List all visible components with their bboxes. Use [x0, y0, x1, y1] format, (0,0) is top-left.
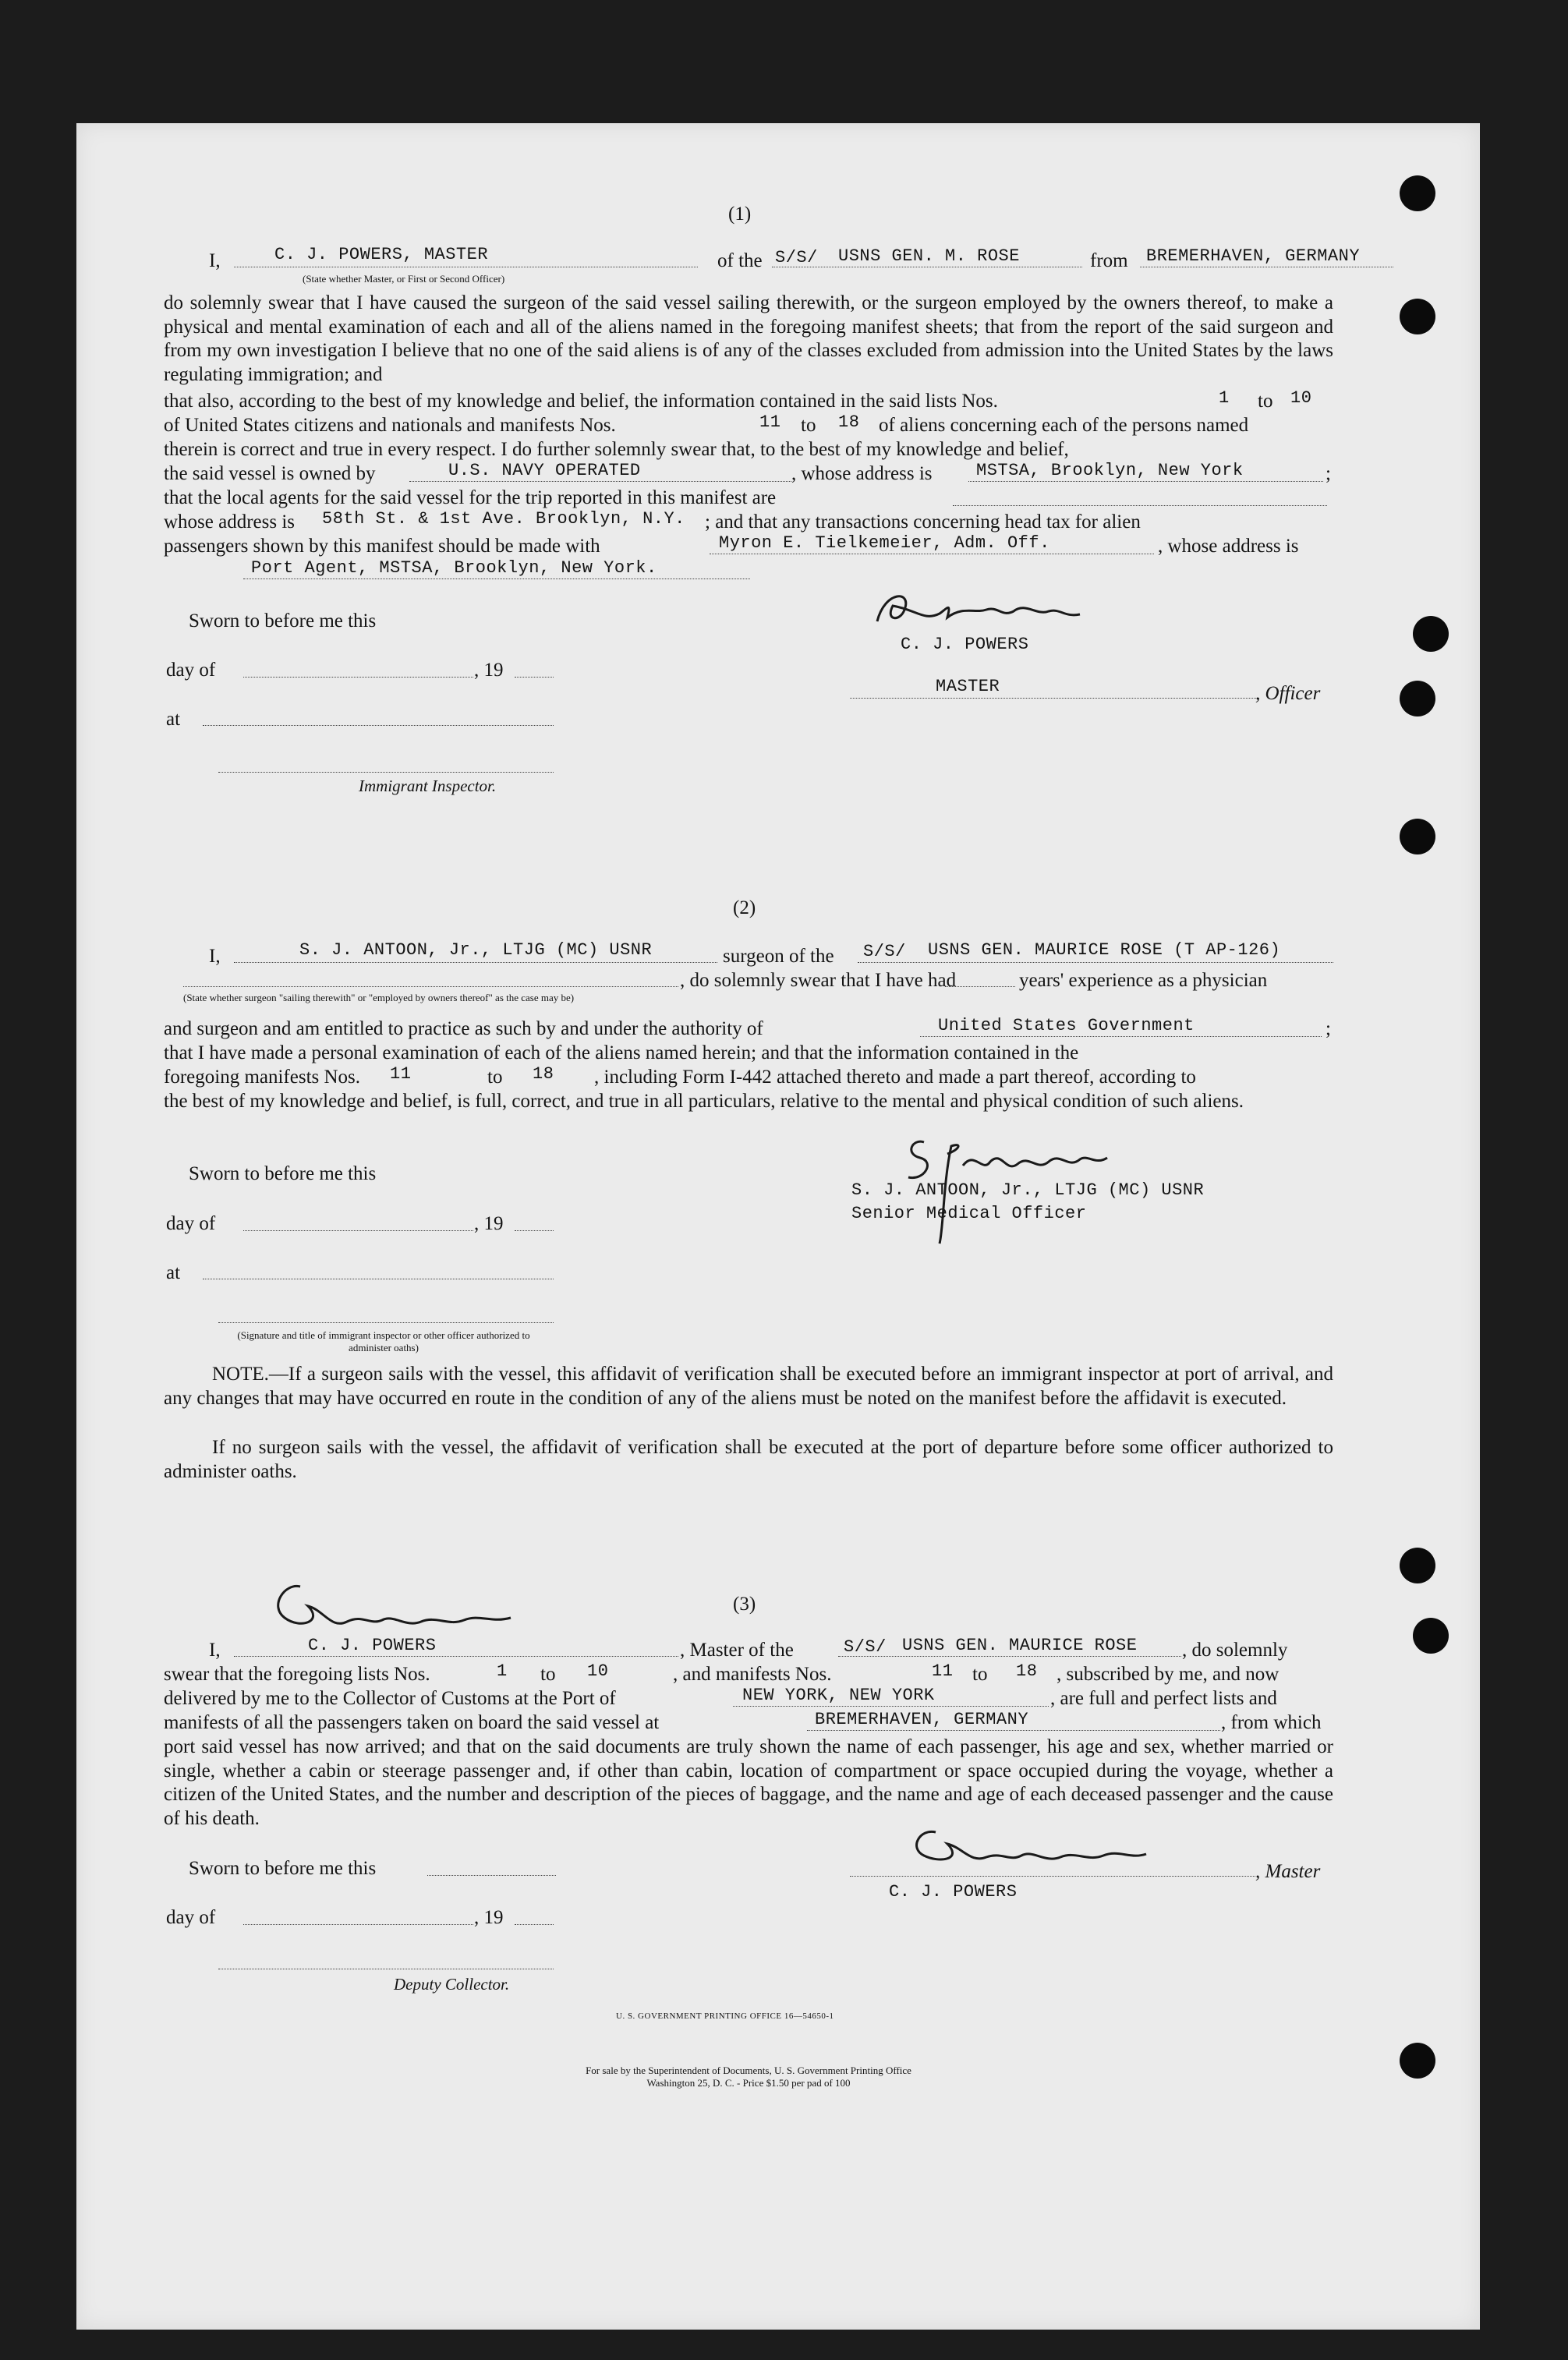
master-name-field: C. J. POWERS, MASTER: [274, 245, 489, 264]
owner-address: MSTSA, Brooklyn, New York: [976, 461, 1244, 480]
departure-port: BREMERHAVEN, GERMANY: [815, 1710, 1029, 1729]
fill-line: [183, 986, 678, 987]
contact-address: Port Agent, MSTSA, Brooklyn, New York.: [251, 558, 657, 578]
headtax-text: ; and that any transactions concerning head tax for alien: [705, 511, 1141, 533]
footer-line: Washington 25, D. C. - Price $1.50 per pad of 100: [646, 2077, 851, 2089]
fill-line: [409, 481, 791, 482]
fill-line: [807, 1730, 1220, 1731]
at-label: at: [166, 1262, 181, 1283]
agent-address: 58th St. & 1st Ave. Brooklyn, N.Y.: [322, 509, 685, 529]
oath-paragraph: do solemnly swear that I have caused the surgeon of the said vessel sailing therewith, or the surgeon employed by the owners thereof, to make a physical and mental examination of each and all of the aliens named in the foregoing manifest sheets; that from the report of the said surgeon and from my own investigation I believe that no one of the said aliens is of any of the classes excluded from admission into the United States by the laws regulating immigration; and: [164, 292, 1333, 385]
name-field: C. J. POWERS: [308, 1636, 437, 1655]
surgeon-of-label: surgeon of the: [723, 946, 834, 967]
fill-line: [515, 1924, 554, 1925]
collector-label: Deputy Collector.: [394, 1975, 510, 1994]
fill-line: [850, 698, 1259, 699]
fill-line: [953, 505, 1327, 506]
fill-line: [515, 677, 554, 678]
vessel-name: USNS GEN. MAURICE ROSE (T AP-126): [928, 940, 1281, 960]
sworn-label: Sworn to before me this: [189, 1163, 377, 1184]
manifests-text-b: of aliens concerning each of the persons named: [879, 415, 1249, 436]
typed-title: Senior Medical Officer: [851, 1204, 1087, 1223]
typed-name: C. J. POWERS: [901, 635, 1029, 654]
fill-line: [234, 962, 717, 963]
surgeon-name-field: S. J. ANTOON, Jr., LTJG (MC) USNR: [299, 940, 653, 960]
to-label: to: [972, 1664, 988, 1685]
years-text: years' experience as a physician: [1019, 970, 1268, 991]
day-of-label: day of: [166, 1907, 216, 1928]
binder-hole: [1400, 1548, 1435, 1583]
whose-address-label: whose address is: [164, 511, 296, 533]
manifests-from: 11: [390, 1064, 412, 1084]
authority-field: United States Government: [938, 1016, 1195, 1035]
swear-text: , do solemnly swear that I have had: [680, 970, 957, 991]
sig-note: (Signature and title of immigrant inspector or other officer authorized to administer oaths): [237, 1329, 530, 1353]
binder-hole: [1413, 1618, 1449, 1654]
typed-name: C. J. POWERS: [889, 1882, 1018, 1902]
at-label: at: [166, 709, 181, 730]
from-label: from: [1090, 250, 1128, 271]
fill-line: [838, 1656, 1181, 1657]
lists-to: 10: [587, 1661, 609, 1681]
state-note: (State whether Master, or First or Second Officer): [303, 273, 505, 285]
arrival-port: NEW YORK, NEW YORK: [742, 1686, 935, 1705]
fill-line: [218, 1322, 554, 1323]
footer-line: For sale by the Superintendent of Documents, U. S. Government Printing Office: [586, 2065, 911, 2076]
semicolon: ;: [1326, 1018, 1331, 1039]
whose-address-label: , whose address is: [1158, 536, 1299, 557]
gpo-code: U. S. GOVERNMENT PRINTING OFFICE 16—54650-1: [616, 2011, 834, 2021]
lists-to: 10: [1290, 388, 1312, 408]
binder-hole: [1400, 819, 1435, 854]
contact-field: Myron E. Tielkemeier, Adm. Off.: [719, 533, 1050, 553]
lists-text: that also, according to the best of my knowledge and belief, the information contained in the said lists Nos.: [164, 391, 998, 412]
manifests-to: 18: [1016, 1661, 1038, 1681]
practice-text: and surgeon and am entitled to practice as such by and under the authority of: [164, 1018, 763, 1039]
note-text: NOTE.—If a surgeon sails with the vessel, this affidavit of verification shall be executed before an immigrant inspector at port of arrival, and any changes that may have occurred en route in the condition of any of the aliens must be noted on the manifest before the affidavit is executed.: [164, 1364, 1333, 1409]
swear-lists-text: swear that the foregoing lists Nos.: [164, 1664, 430, 1685]
fill-line: [850, 1876, 1255, 1877]
vessel-name: USNS GEN. MAURICE ROSE: [902, 1636, 1138, 1655]
manifests-from: 11: [759, 412, 781, 432]
typed-title: MASTER: [936, 677, 1000, 696]
section-number: (3): [733, 1594, 756, 1615]
including-text: , including Form I-442 attached thereto and made a part thereof, according to: [594, 1067, 1196, 1088]
vessel-name: USNS GEN. M. ROSE: [838, 246, 1020, 266]
binder-hole: [1400, 299, 1435, 334]
lists-from: 1: [497, 1661, 508, 1681]
therein-text: therein is correct and true in every respect. I do further solemnly swear that, to the best of my knowledge and belief,: [164, 439, 1069, 460]
sworn-label: Sworn to before me this: [189, 1858, 377, 1879]
semicolon: ;: [1326, 463, 1331, 484]
of-the-label: of the: [717, 250, 763, 271]
lists-from: 1: [1219, 388, 1230, 408]
to-label: to: [540, 1664, 556, 1685]
owner-field: U.S. NAVY OPERATED: [448, 461, 641, 480]
fill-line: [920, 1036, 1322, 1037]
ss-prefix: S/S/: [844, 1637, 887, 1657]
year-label: , 19: [474, 1907, 504, 1928]
typed-name: S. J. ANTOON, Jr., LTJG (MC) USNR: [851, 1180, 1205, 1200]
delivered-text: delivered by me to the Collector of Customs at the Port of: [164, 1688, 616, 1709]
manifests-from: 11: [932, 1661, 954, 1681]
and-manifests-text: , and manifests Nos.: [673, 1664, 832, 1685]
do-solemnly-label: , do solemnly: [1182, 1640, 1288, 1661]
officer-label: , Officer: [1255, 683, 1321, 704]
day-of-label: day of: [166, 1213, 216, 1234]
to-label: to: [801, 415, 816, 436]
master-of-label: , Master of the: [680, 1640, 794, 1661]
inspector-label: Immigrant Inspector.: [359, 777, 497, 795]
to-label: to: [1258, 391, 1273, 412]
oath-intro: I,: [209, 946, 221, 967]
physical-text: the best of my knowledge and belief, is full, correct, and true in all particulars, relative to the mental and physical condition of such aliens.: [164, 1091, 1244, 1112]
fill-line: [515, 1230, 554, 1231]
note-text-2: If no surgeon sails with the vessel, the affidavit of verification shall be executed at the port of departure before some officer authorized to administer oaths.: [164, 1437, 1333, 1482]
foregoing-text: foregoing manifests Nos.: [164, 1067, 361, 1088]
binder-hole: [1413, 616, 1449, 652]
state-note: (State whether surgeon "sailing therewith" or "employed by owners thereof" as the case may be): [183, 992, 575, 1003]
master-signature: [901, 1817, 1158, 1879]
fill-line: [218, 772, 554, 773]
master-signature: [869, 586, 1103, 633]
ss-prefix: S/S/: [775, 248, 818, 267]
fill-line: [733, 1706, 1049, 1707]
oath-intro: I,: [209, 250, 221, 271]
manifests-to: 18: [533, 1064, 554, 1084]
from-which-text: , from which: [1221, 1712, 1322, 1733]
departure-port: BREMERHAVEN, GERMANY: [1146, 246, 1361, 266]
oath-intro: I,: [209, 1640, 221, 1661]
whose-address-label: , whose address is: [791, 463, 933, 484]
sworn-label: Sworn to before me this: [189, 610, 377, 632]
binder-hole: [1400, 681, 1435, 716]
personal-text: that I have made a personal examination of each of the aliens named herein; and that the information contained in the: [164, 1042, 1079, 1063]
fill-line: [234, 1656, 678, 1657]
passengers-text: passengers shown by this manifest should be made with: [164, 536, 600, 557]
fill-line: [243, 1924, 473, 1925]
fill-line: [243, 677, 473, 678]
fill-line: [203, 725, 554, 726]
owned-label: the said vessel is owned by: [164, 463, 376, 484]
binder-hole: [1400, 2043, 1435, 2079]
fill-line: [968, 481, 1323, 482]
fill-line: [945, 986, 1015, 987]
manifests-to: 18: [838, 412, 860, 432]
body-text: port said vessel has now arrived; and that on the said documents are truly shown the name of each passenger, his age and sex, whether married or single, whether a cabin or steerage passenger and, if other than cabin, location of compartment or space occupied during the voyage, whether a citizen of the United States, and the number and description of the pieces of baggage, and the name and age of each deceased passenger and the cause of his death.: [164, 1736, 1333, 1829]
manifests-text: of United States citizens and nationals and manifests Nos.: [164, 415, 616, 436]
full-lists-text: , are full and perfect lists and: [1050, 1688, 1277, 1709]
manifests-text: manifests of all the passengers taken on board the said vessel at: [164, 1712, 660, 1733]
to-label: to: [487, 1067, 503, 1088]
fill-line: [427, 1875, 556, 1876]
day-of-label: day of: [166, 660, 216, 681]
year-label: , 19: [474, 1213, 504, 1234]
fill-line: [858, 962, 1333, 963]
section-number: (1): [728, 203, 752, 225]
fill-line: [243, 1230, 473, 1231]
binder-hole: [1400, 175, 1435, 211]
ss-prefix: S/S/: [863, 942, 906, 961]
agents-label: that the local agents for the said vessel for the trip reported in this manifest are: [164, 487, 777, 508]
subscribed-text: , subscribed by me, and now: [1057, 1664, 1280, 1685]
year-label: , 19: [474, 660, 504, 681]
master-label: , Master: [1255, 1861, 1321, 1882]
section-number: (2): [733, 897, 756, 918]
